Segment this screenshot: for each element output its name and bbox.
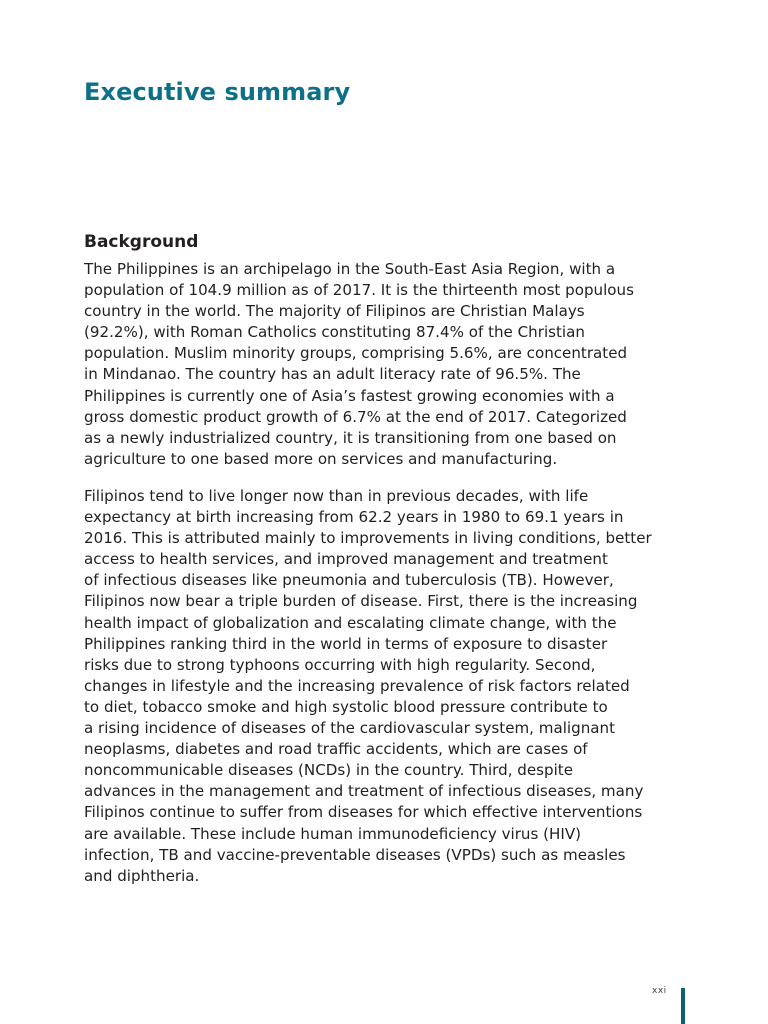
paragraph-line: agriculture to one based more on services and manufacturing.: [84, 449, 558, 468]
paragraph-line: Filipinos now bear a triple burden of disease. First, there is the increasing: [84, 592, 638, 611]
paragraph-line: country in the world. The majority of Filipinos are Christian Malays: [84, 302, 585, 321]
paragraph-line: a rising incidence of diseases of the cardiovascular system, malignant: [84, 719, 616, 738]
paragraph-line: of infectious diseases like pneumonia and tuberculosis (TB). However,: [84, 571, 614, 590]
paragraph-line: advances in the management and treatment of infectious diseases, many: [84, 782, 644, 801]
paragraph-line: changes in lifestyle and the increasing prevalence of risk factors related: [84, 676, 630, 695]
paragraph-line: Filipinos tend to live longer now than in previous decades, with life: [84, 487, 589, 505]
paragraph-1: [84, 259, 696, 470]
paragraph-line: to diet, tobacco smoke and high systolic blood pressure contribute to: [84, 697, 608, 716]
paragraph-line: population of 104.9 million as of 2017. It is the thirteenth most populous: [84, 281, 634, 300]
paragraph-line: neoplasms, diabetes and road traffic accidents, which are cases of: [84, 740, 588, 759]
paragraph-line: access to health services, and improved management and treatment: [84, 550, 608, 569]
paragraph-line: as a newly industrialized country, it is transitioning from one based on: [84, 428, 617, 447]
paragraph-2: [84, 486, 696, 887]
paragraph-line: and diphtheria.: [84, 866, 200, 885]
section-heading-background: Background: [84, 232, 199, 252]
paragraph-line: infection, TB and vaccine-preventable diseases (VPDs) such as measles: [84, 845, 626, 864]
paragraph-line: Philippines is currently one of Asia’s fastest growing economies with a: [84, 386, 615, 405]
paragraph-line: expectancy at birth increasing from 62.2 years in 1980 to 69.1 years in: [84, 508, 624, 527]
paragraph-line: noncommunicable diseases (NCDs) in the country. Third, despite: [84, 761, 574, 780]
paragraph-line: population. Muslim minority groups, comprising 5.6%, are concentrated: [84, 344, 628, 363]
paragraph-line: Filipinos continue to suffer from diseases for which effective interventions: [84, 803, 643, 822]
paragraph-line: The Philippines is an archipelago in the South-East Asia Region, with a: [84, 260, 616, 278]
paragraph-line: in Mindanao. The country has an adult literacy rate of 96.5%. The: [84, 365, 581, 384]
page-marker-bar: [681, 988, 685, 1024]
paragraph-line: risks due to strong typhoons occurring with high regularity. Second,: [84, 655, 596, 674]
paragraph-line: are available. These include human immunodeficiency virus (HIV): [84, 824, 582, 843]
paragraph-line: Philippines ranking third in the world in terms of exposure to disaster: [84, 634, 608, 653]
paragraph-line: 2016. This is attributed mainly to improvements in living conditions, better: [84, 529, 652, 548]
page-number: xxi: [652, 986, 667, 996]
page-title: Executive summary: [84, 78, 351, 106]
paragraph-line: gross domestic product growth of 6.7% at the end of 2017. Categorized: [84, 407, 627, 426]
paragraph-line: health impact of globalization and escalating climate change, with the: [84, 613, 617, 632]
paragraph-line: (92.2%), with Roman Catholics constituting 87.4% of the Christian: [84, 323, 585, 342]
